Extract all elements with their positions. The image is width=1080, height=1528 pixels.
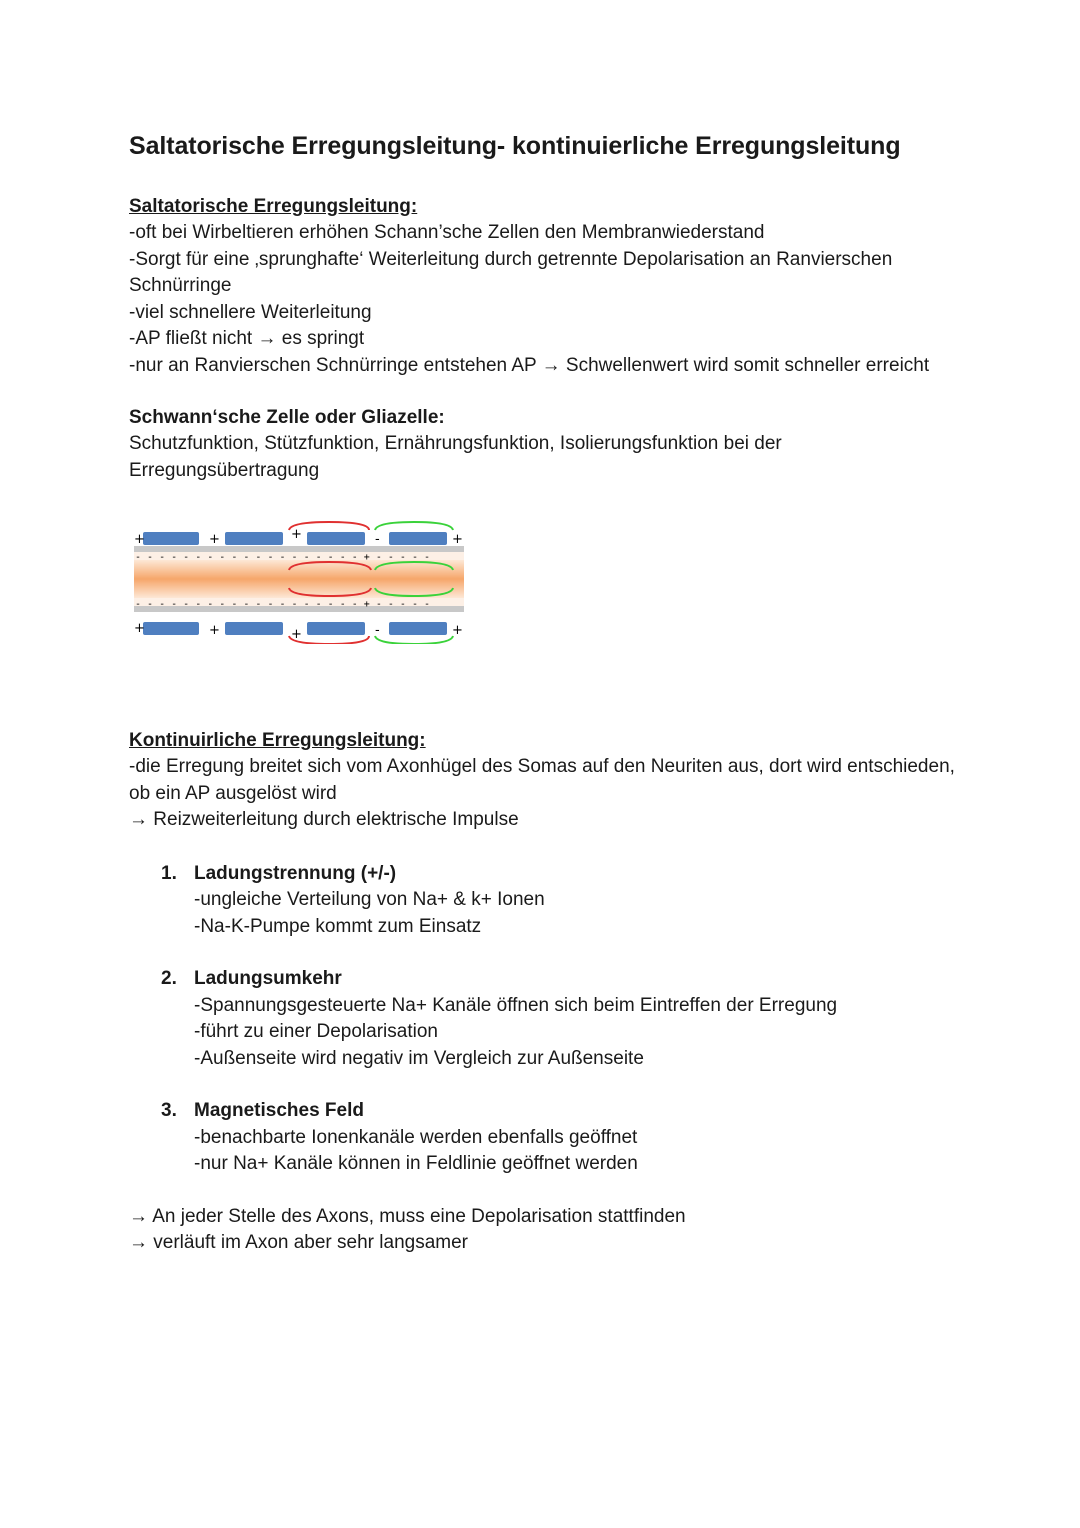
text-line: -benachbarte Ionenkanäle werden ebenfalls geöffnet [194, 1126, 638, 1148]
step-number: 1. [161, 862, 177, 884]
bottom-sign: + [452, 623, 463, 638]
myelin-sheath [225, 532, 283, 545]
step-number: 2. [161, 968, 177, 989]
section-heading: Saltatorische Erregungsleitung: [129, 196, 418, 217]
section-saltatorisch [129, 194, 969, 379]
list-item [129, 1098, 969, 1178]
text-line: → An jeder Stelle des Axons, muss eine Depolarisation stattfinden [129, 1205, 686, 1227]
steps-list [129, 861, 969, 1178]
myelin-sheath [143, 532, 199, 545]
step-title: Ladungstrennung (+/-) [194, 862, 397, 884]
text-line: -Außenseite wird negativ im Vergleich zur Außenseite [194, 1047, 644, 1069]
text-line: -führt zu einer Depolarisation [194, 1021, 438, 1042]
myelin-sheath [225, 622, 283, 635]
text-line: -viel schnellere Weiterleitung [129, 301, 372, 323]
myelin-sheath [307, 622, 365, 635]
step-title: Magnetisches Feld [194, 1100, 364, 1121]
text-line: -die Erregung breitet sich vom Axonhügel des Somas auf den Neuriten aus, dort wird entschieden, ob ein AP ausgelöst wird [129, 756, 955, 804]
text-line: -ungleiche Verteilung von Na+ & k+ Ionen [194, 889, 545, 910]
current-arc-green [375, 522, 453, 530]
current-arc-green [375, 636, 453, 644]
text-line: -Spannungsgesteuerte Na+ Kanäle öffnen sich beim Eintreffen der Erregung [194, 994, 838, 1016]
text-line: Schutzfunktion, Stützfunktion, Ernährungsfunktion, Isolierungsfunktion bei der Erregungsübertragung [129, 433, 782, 481]
axon-diagram-svg [129, 514, 469, 644]
step-title: Ladungsumkehr [194, 968, 342, 989]
bottom-sign: - [375, 623, 380, 638]
top-sign: + [134, 532, 145, 547]
top-sign: - [375, 532, 380, 547]
text-line: -oft bei Wirbeltieren erhöhen Schann’sche Zellen den Membranwiederstand [129, 222, 765, 243]
inner-charges-bottom: - - - - - - - - - - - - - - - - - - - + - - - - - [135, 599, 431, 610]
step-number: 3. [161, 1100, 177, 1121]
myelin-sheath [389, 622, 447, 635]
top-sign: + [291, 527, 302, 542]
section-heading: Kontinuirliche Erregungsleitung: [129, 730, 426, 751]
top-sign: + [209, 532, 220, 547]
page-title: Saltatorische Erregungsleitung- kontinuierliche Erregungsleitung [129, 132, 901, 160]
bottom-sign: + [134, 621, 145, 636]
text-line: -AP fließt nicht → es springt [129, 328, 365, 349]
list-item [129, 861, 969, 941]
list-item [129, 966, 969, 1072]
text-line: -nur Na+ Kanäle können in Feldlinie geöffnet werden [194, 1153, 638, 1174]
section-kontinuierlich [129, 728, 969, 1257]
bottom-sign: + [291, 627, 302, 642]
text-line: -Na-K-Pumpe kommt zum Einsatz [194, 915, 482, 937]
top-sign: + [452, 532, 463, 547]
bottom-sign: + [209, 623, 220, 638]
section-schwann [129, 405, 969, 484]
text-line: → Reizweiterleitung durch elektrische Impulse [129, 809, 519, 830]
conclusion [129, 1204, 969, 1257]
document-page [129, 128, 969, 1257]
text-line: -nur an Ranvierschen Schnürringe entstehen AP → Schwellenwert wird somit schneller erreicht [129, 354, 930, 376]
section-heading: Schwann‘sche Zelle oder Gliazelle: [129, 407, 445, 428]
axon-core [134, 560, 464, 598]
axon-diagram [129, 514, 469, 644]
myelin-sheath [307, 532, 365, 545]
myelin-sheath [143, 622, 199, 635]
myelin-sheath [389, 532, 447, 545]
text-line: → verläuft im Axon aber sehr langsamer [129, 1232, 468, 1253]
inner-charges-top: - - - - - - - - - - - - - - - - - - - + - - - - - [135, 552, 431, 563]
text-line: -Sorgt für eine ‚sprunghafte‘ Weiterleitung durch getrennte Depolarisation an Ranvierschen Schnürringe [129, 248, 893, 296]
